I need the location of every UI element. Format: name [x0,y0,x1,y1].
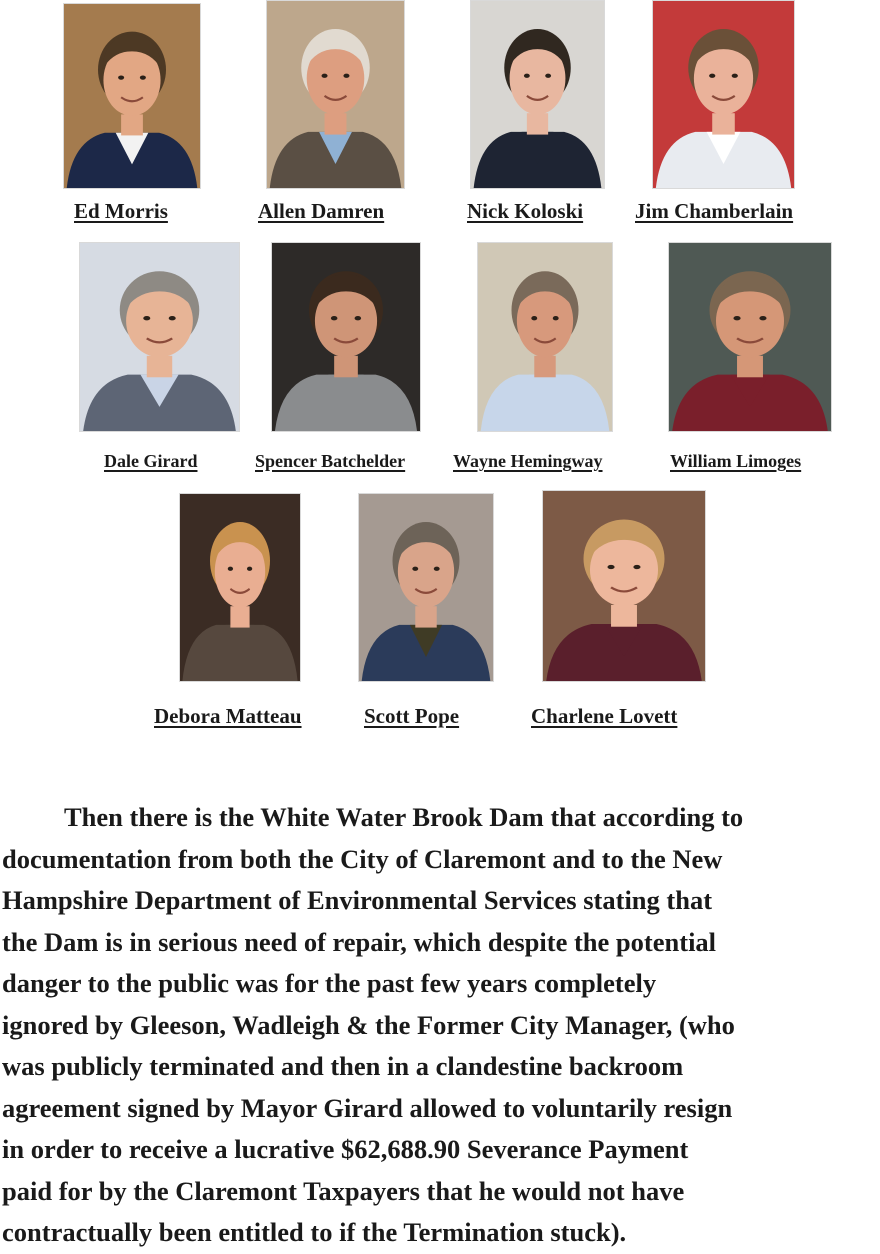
paragraph-line: agreement signed by Mayor Girard allowed to voluntarily resign [2,1092,733,1123]
portrait-photo [266,0,405,189]
person-name: Scott Pope [364,704,460,728]
portrait-photo [63,3,201,189]
person-name: Ed Morris [74,199,168,223]
portrait-photo [358,493,494,682]
body-paragraph [2,797,880,1254]
portrait-photo [179,493,301,682]
paragraph-line: was publicly terminated and then in a clandestine backroom [2,1051,684,1081]
paragraph-line: Then there is the White Water Brook Dam that according to [64,802,744,832]
person-name: William Limoges [670,451,802,471]
person-name: Debora Matteau [154,704,302,728]
portrait-graphic [478,243,612,431]
paragraph-line: in order to receive a lucrative $62,688.90 Severance Payment [2,1134,689,1164]
paragraph-line: ignored by Gleeson, Wadleigh & the Former City Manager, (who [2,1009,735,1040]
portrait-photo [79,242,240,432]
portrait-graphic [64,4,200,188]
portrait-graphic [180,494,300,681]
portrait-graphic [471,1,604,188]
person-name: Jim Chamberlain [635,199,794,223]
portrait-photo [652,0,795,189]
person-name: Nick Koloski [467,199,584,223]
portrait-graphic [80,243,239,431]
person-name: Allen Damren [258,199,385,223]
paragraph-line: paid for by the Claremont Taxpayers that he would not have [2,1175,685,1206]
paragraph-line: danger to the public was for the past few years completely [2,968,657,998]
portrait-photo [542,490,706,682]
portrait-graphic [272,243,420,431]
person-name: Dale Girard [104,451,198,471]
person-name: Spencer Batchelder [255,451,406,471]
portrait-photo [271,242,421,432]
paragraph-line: documentation from both the City of Claremont and to the New [2,843,723,874]
portrait-graphic [653,1,794,188]
portrait-graphic [267,1,404,188]
portrait-photo [477,242,613,432]
portrait-graphic [543,491,705,681]
portrait-photo [470,0,605,189]
person-name: Charlene Lovett [531,704,678,728]
paragraph-line: Hampshire Department of Environmental Services stating that [2,885,713,915]
paragraph-line: the Dam is in serious need of repair, which despite the potential [2,926,717,957]
person-name: Wayne Hemingway [453,451,603,471]
portrait-photo [668,242,832,432]
portrait-graphic [669,243,831,431]
paragraph-line: contractually been entitled to if the Termination stuck). [2,1217,627,1247]
portrait-graphic [359,494,493,681]
